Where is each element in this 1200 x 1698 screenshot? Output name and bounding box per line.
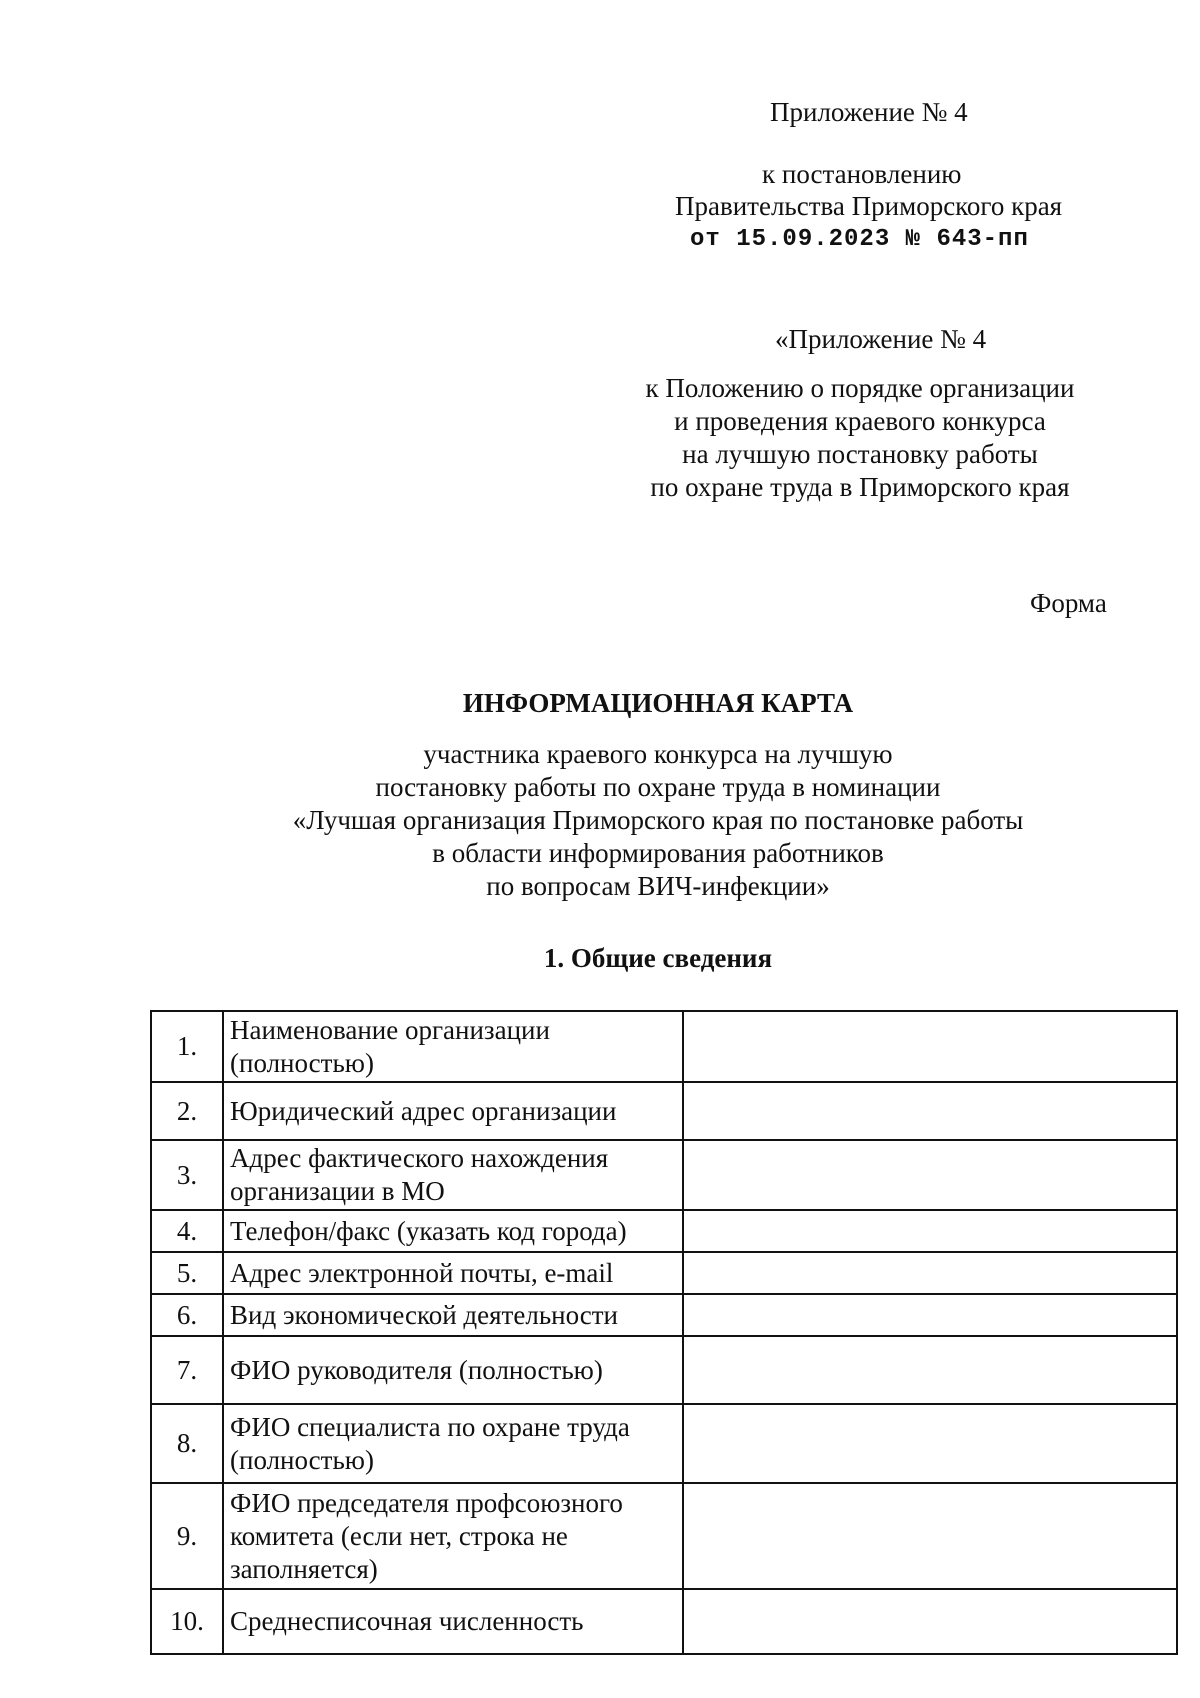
row-number: 5. xyxy=(151,1252,223,1294)
row-number: 2. xyxy=(151,1082,223,1140)
subtitle-line: «Лучшая организация Приморского края по постановке работы xyxy=(292,805,1024,835)
row-value-cell[interactable] xyxy=(683,1336,1177,1404)
row-number: 1. xyxy=(151,1011,223,1082)
regulation-line: по охране труда в Приморского края xyxy=(650,472,1070,502)
subtitle-line: в области информирования работников xyxy=(432,838,884,868)
row-label: Вид экономической деятельности xyxy=(223,1294,683,1336)
general-info-table xyxy=(150,1010,1178,1655)
subtitle-line: по вопросам ВИЧ-инфекции» xyxy=(486,871,830,901)
row-value-cell[interactable] xyxy=(683,1140,1177,1210)
row-label: Телефон/факс (указать код города) xyxy=(223,1210,683,1252)
table-row xyxy=(151,1294,1177,1336)
section-title: 1. Общие сведения xyxy=(543,943,773,973)
table-row xyxy=(151,1011,1177,1082)
row-label: Адрес фактического нахождения организации в МО xyxy=(223,1140,683,1210)
row-number: 7. xyxy=(151,1336,223,1404)
row-label: Адрес электронной почты, e-mail xyxy=(223,1252,683,1294)
table-row xyxy=(151,1082,1177,1140)
form-label: Форма xyxy=(1030,588,1107,618)
regulation-line: и проведения краевого конкурса xyxy=(674,406,1046,436)
regulation-reference xyxy=(620,372,1100,504)
row-value-cell[interactable] xyxy=(683,1483,1177,1589)
table-row xyxy=(151,1140,1177,1210)
row-number: 4. xyxy=(151,1210,223,1252)
table-row xyxy=(151,1404,1177,1483)
document-title: ИНФОРМАЦИОННАЯ КАРТА xyxy=(462,688,854,718)
section-title-block xyxy=(150,942,1166,975)
table-row xyxy=(151,1252,1177,1294)
row-value-cell[interactable] xyxy=(683,1252,1177,1294)
row-number: 6. xyxy=(151,1294,223,1336)
row-number: 9. xyxy=(151,1483,223,1589)
row-label: Среднесписочная численность xyxy=(223,1589,683,1654)
row-number: 3. xyxy=(151,1140,223,1210)
row-number: 8. xyxy=(151,1404,223,1483)
table-row xyxy=(151,1336,1177,1404)
regulation-line: на лучшую постановку работы xyxy=(682,439,1038,469)
subtitle-line: участника краевого конкурса на лучшую xyxy=(423,739,893,769)
subtitle-line: постановку работы по охране труда в номинации xyxy=(375,772,941,802)
row-value-cell[interactable] xyxy=(683,1589,1177,1654)
row-value-cell[interactable] xyxy=(683,1404,1177,1483)
row-label: Юридический адрес организации xyxy=(223,1082,683,1140)
table-row xyxy=(151,1589,1177,1654)
row-value-cell[interactable] xyxy=(683,1210,1177,1252)
resolution-date-number: от 15.09.2023 № 643-пп xyxy=(690,226,1029,253)
row-number: 10. xyxy=(151,1589,223,1654)
to-resolution: к постановлению xyxy=(762,159,962,189)
row-label: Наименование организации (полностью) xyxy=(223,1011,683,1082)
row-label: ФИО специалиста по охране труда (полностью) xyxy=(223,1404,683,1483)
row-value-cell[interactable] xyxy=(683,1011,1177,1082)
sub-appendix-number: «Приложение № 4 xyxy=(775,324,987,354)
table-row xyxy=(151,1483,1177,1589)
document-title-block xyxy=(150,687,1166,720)
document-subtitle xyxy=(150,738,1166,903)
government-name: Правительства Приморского края xyxy=(675,191,1063,221)
row-value-cell[interactable] xyxy=(683,1294,1177,1336)
table-row xyxy=(151,1210,1177,1252)
regulation-line: к Положению о порядке организации xyxy=(645,373,1075,403)
appendix-number: Приложение № 4 xyxy=(770,97,968,127)
row-label: ФИО руководителя (полностью) xyxy=(223,1336,683,1404)
row-label: ФИО председателя профсоюзного комитета (если нет, строка не заполняется) xyxy=(223,1483,683,1589)
row-value-cell[interactable] xyxy=(683,1082,1177,1140)
